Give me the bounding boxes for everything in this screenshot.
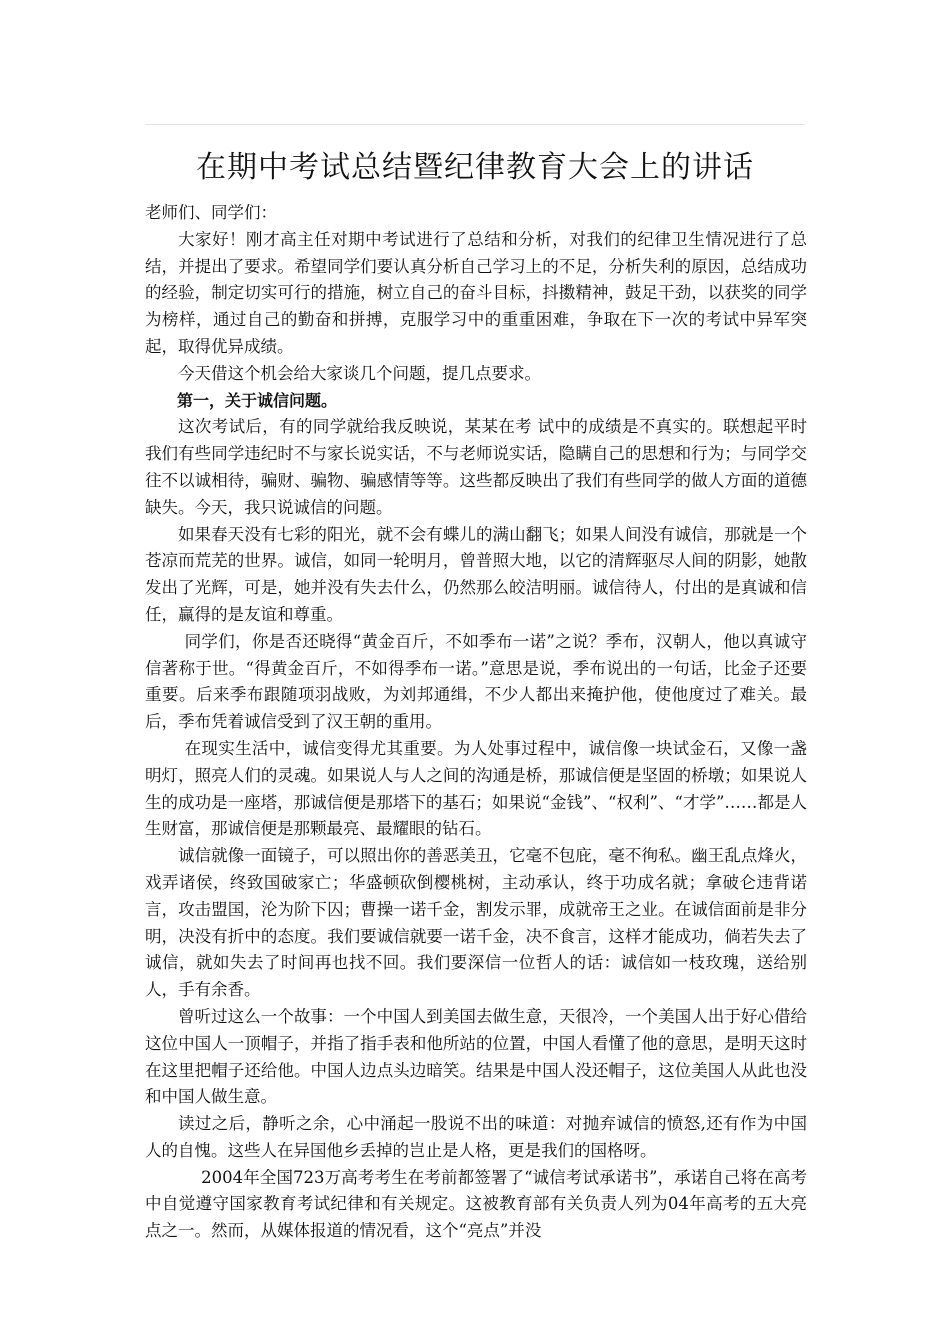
paragraph-intro: 今天借这个机会给大家谈几个问题，提几点要求。 (178, 363, 541, 383)
paragraph-greeting: 大家好！刚才高主任对期中考试进行了总结和分析，对我们的纪律卫生情况进行了总结，并提出了要求。希望同学们要认真分析自己学习上的不足，分析失利的原因，总结成功的经验，制定切实可行的措施，树立自己的奋斗目标，抖擞精神，鼓足干劲，以获奖的同学为榜样，通过自己的勤奋和拼搏，克服学习中的重重困难，争取在下一次的考试中异军突起，取得优异成绩。 (145, 229, 807, 356)
section-heading: 第一，关于诚信问题。 (177, 390, 338, 410)
paragraph-exam-feedback: 这次考试后，有的同学就给我反映说，某某在考 试中的成绩是不真实的。联想起平时我们有些同学违纪时不与家长说实话，不与老师说实话，隐瞒自己的思想和行为；与同学交往不以诚相待，骗财、骗物、骗感情等等。这些都反映出了我们有些同学的做人方面的道德缺失。今天，我只说诚信的问题。 (145, 417, 807, 517)
paragraph-spring-metaphor: 如果春天没有七彩的阳光，就不会有蝶儿的满山翻飞；如果人间没有诚信，那就是一个苍凉而荒芜的世界。诚信，如同一轮明月，曾普照大地，以它的清辉驱尽人间的阴影，她散发出了光辉，可是，她并没有失去什么，仍然那么皎洁明丽。诚信待人，付出的是真诚和信任，赢得的是友谊和尊重。 (145, 524, 807, 624)
header-rule (145, 124, 805, 125)
salutation: 老师们、同学们： (145, 203, 277, 222)
paragraph-gaokao-2004: 2004年全国723万高考考生在考前都签署了“诚信考试承诺书”，承诺自己将在高考中自觉遵守国家教育考试纪律和有关规定。这被教育部有关负责人列为04年高考的五大亮点之一。然而，从媒体报道的情况看，这个“亮点”并没 (145, 1167, 807, 1241)
document-title: 在期中考试总结暨纪律教育大会上的讲话 (196, 150, 754, 185)
paragraph-real-life: 在现实生活中，诚信变得尤其重要。为人处事过程中，诚信像一块试金石，又像一盏明灯，照亮人们的灵魂。如果说人与人之间的沟通是桥，那诚信便是坚固的桥墩；如果说人生的成功是一座塔，那诚信便是那塔下的基石；如果说“金钱”、“权利”、“才学”……都是人生财富，那诚信便是那颗最亮、最耀眼的钻石。 (145, 738, 807, 839)
paragraph-ji-bu-story: 同学们，你是否还晓得“黄金百斤，不如季布一诺”之说？季布，汉朝人，他以真诚守信著称于世。“得黄金百斤，不如得季布一诺。”意思是说，季布说出的一句话，比金子还要重要。后来季布跟随项羽战败，为刘邦通缉，不少人都出来掩护他，使他度过了难关。最后，季布凭着诚信受到了汉王朝的重用。 (145, 631, 807, 732)
paragraph-mirror: 诚信就像一面镜子，可以照出你的善恶美丑，它毫不包庇，毫不徇私。幽王乱点烽火，戏弄诸侯，终致国破家亡；华盛顿砍倒樱桃树，主动承认，终于功成名就；拿破仑违背诺言，攻击盟国，沦为阶下囚；曹操一诺千金，割发示罪，成就帝王之业。在诚信面前是非分明，决没有折中的态度。我们要诚信就要一诺千金，决不食言，这样才能成功，倘若失去了诚信，就如失去了时间再也找不回。我们要深信一位哲人的话：诚信如一枝玫瑰，送给别人，手有余香。 (145, 846, 807, 1000)
paragraph-reflection: 读过之后，静听之余，心中涌起一股说不出的味道：对抛弃诚信的愤怒,还有作为中国人的自愧。这些人在异国他乡丢掉的岂止是人格，更是我们的国格呀。 (145, 1114, 807, 1160)
paragraph-hat-story: 曾听过这么一个故事：一个中国人到美国去做生意，天很冷，一个美国人出于好心借给这位中国人一顶帽子，并指了指手表和他所站的位置，中国人看懂了他的意思，是明天这时在这里把帽子还给他。中国人边点头边暗笑。结果是中国人没还帽子，这位美国人从此也没和中国人做生意。 (145, 1006, 807, 1107)
document-body (145, 200, 807, 1245)
